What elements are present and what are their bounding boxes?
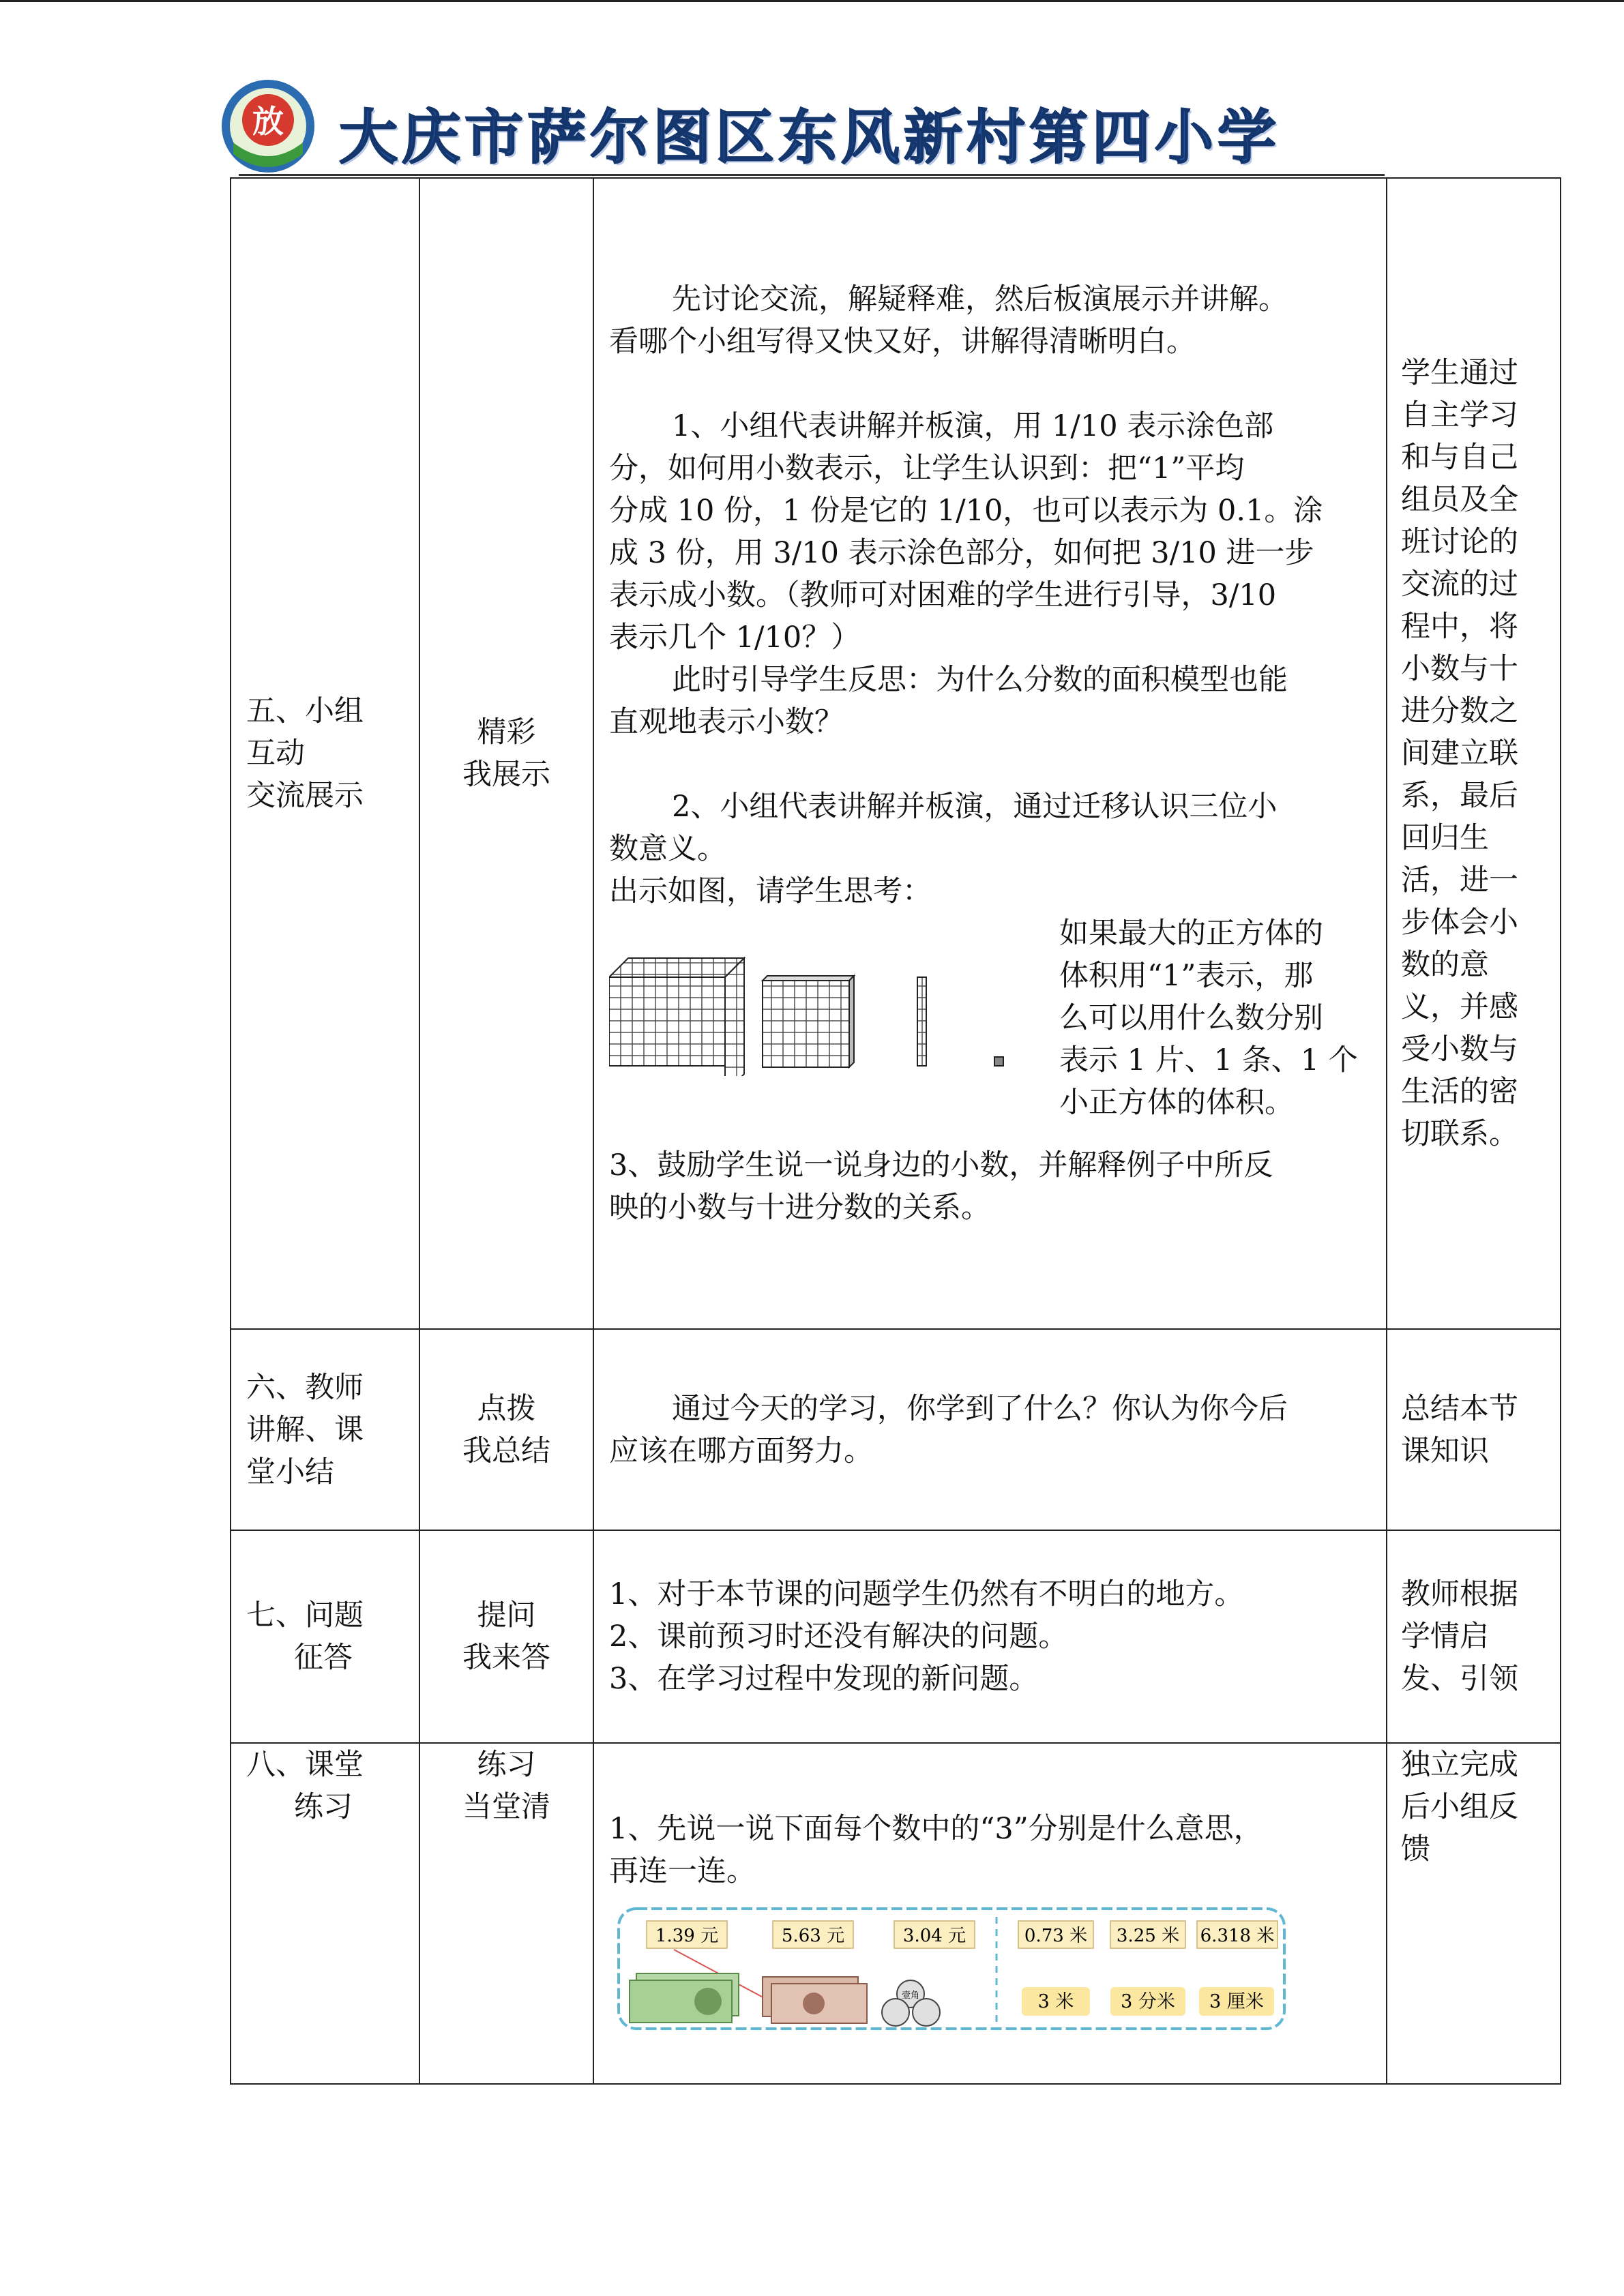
- note-line: 小数与十: [1401, 652, 1518, 686]
- base-ten-blocks-figure: [609, 940, 1046, 1076]
- content-line: 表示 1 片、1 条、1 个: [1059, 1043, 1358, 1077]
- note-line: 和与自己: [1401, 441, 1518, 475]
- note-line: 发、引领: [1401, 1662, 1518, 1696]
- mode-line: 当堂清: [462, 1790, 550, 1824]
- svg-text:1.39 元: 1.39 元: [655, 1925, 719, 1946]
- content-line: 应该在哪方面努力。: [609, 1433, 873, 1468]
- money-measure-figure: [609, 1902, 1295, 2038]
- large-cube-icon: [609, 958, 744, 1076]
- mode-cell: [419, 1530, 593, 1743]
- svg-text:3.25 米: 3.25 米: [1116, 1925, 1180, 1946]
- mode-line: 精彩: [477, 715, 536, 749]
- note-line: 学情启: [1401, 1620, 1489, 1654]
- note-line: 受小数与: [1401, 1032, 1518, 1067]
- note-line: 进分数之: [1401, 694, 1518, 728]
- note-line: 回归生: [1401, 821, 1489, 855]
- stage-line: 互动: [246, 736, 305, 771]
- content-line: 体积用“1”表示，那: [1059, 959, 1314, 993]
- note-line: 自主学习: [1401, 398, 1518, 432]
- note-line: 间建立联: [1401, 736, 1518, 771]
- one-yuan-note-icon: [630, 1973, 739, 2023]
- content-cell: [593, 1530, 1387, 1743]
- stage-line: 六、教师: [246, 1370, 364, 1405]
- mode-line: 我展示: [462, 758, 550, 792]
- content-line: 数意义。: [609, 832, 726, 866]
- content-line: 映的小数与十进分数的关系。: [609, 1191, 990, 1225]
- content-line: 先讨论交流，解疑释难，然后板演展示并讲解。: [672, 282, 1288, 316]
- content-line: 出示如图，请学生思考：: [609, 874, 932, 908]
- stage-line: 堂小结: [246, 1455, 334, 1489]
- amount-tag-1: [647, 1921, 727, 1948]
- note-line: 步体会小: [1401, 906, 1518, 940]
- mode-line: 提问: [477, 1598, 536, 1632]
- note-line: 程中，将: [1401, 610, 1518, 644]
- note-line: 教师根据: [1401, 1577, 1518, 1611]
- table-row: [231, 1743, 1561, 2084]
- stage-line: 讲解、课: [246, 1412, 364, 1447]
- rod-piece-icon: [917, 977, 926, 1066]
- note-cell: [1387, 1743, 1561, 2084]
- content-line: 1、对于本节课的问题学生仍然有不明白的地方。: [609, 1577, 1244, 1611]
- table-row: [231, 1530, 1561, 1743]
- content-line: 3、鼓励学生说一说身边的小数，并解释例子中所反: [609, 1148, 1273, 1182]
- mode-line: 练习: [477, 1748, 536, 1782]
- unit-cube-icon: [994, 1057, 1003, 1066]
- note-line: 总结本节: [1401, 1391, 1518, 1426]
- content-line: 分成 10 份，1 份是它的 1/10，也可以表示为 0.1。涂: [609, 494, 1323, 528]
- note-line: 馈: [1401, 1832, 1430, 1866]
- note-line: 义，并感: [1401, 990, 1518, 1024]
- note-line: 系，最后: [1401, 779, 1518, 813]
- stage-cell: [231, 178, 419, 1329]
- stage-cell: [231, 1530, 419, 1743]
- table-row: [231, 178, 1561, 1329]
- content-line: 成 3 份，用 3/10 表示涂色部分，如何把 3/10 进一步: [609, 536, 1314, 570]
- page-top-border: [0, 0, 1624, 2]
- amount-tag-3: [894, 1921, 975, 1948]
- stage-line: 八、课堂: [246, 1748, 364, 1782]
- content-line: 此时引导学生反思：为什么分数的面积模型也能: [672, 663, 1288, 697]
- content-line: 看哪个小组写得又快又好，讲解得清晰明白。: [609, 325, 1196, 359]
- content-line: 么可以用什么数分别: [1059, 1001, 1323, 1035]
- mode-line: 点拨: [477, 1391, 536, 1426]
- svg-text:3 米: 3 米: [1037, 1991, 1074, 2012]
- stage-line: 五、小组: [246, 694, 364, 728]
- content-line: 再连一连。: [609, 1853, 756, 1888]
- unit-tag-1: [1022, 1987, 1090, 2016]
- unit-tag-2: [1110, 1987, 1185, 2016]
- svg-text:3.04 元: 3.04 元: [902, 1925, 966, 1946]
- stage-cell: [231, 1743, 419, 2084]
- table-row: [231, 1329, 1561, 1530]
- lesson-plan-table: [230, 177, 1561, 2085]
- stage-line: 征答: [294, 1641, 353, 1675]
- content-line: 1、小组代表讲解并板演，用 1/10 表示涂色部: [672, 409, 1274, 443]
- length-tag-2: [1110, 1921, 1185, 1948]
- mode-cell: [419, 1743, 593, 2084]
- note-line: 组员及全: [1401, 483, 1518, 517]
- svg-text:3 分米: 3 分米: [1121, 1991, 1175, 2012]
- stage-line: 交流展示: [246, 779, 364, 813]
- stage-line: 练习: [294, 1790, 353, 1824]
- note-cell: [1387, 178, 1561, 1329]
- svg-text:放: 放: [252, 103, 284, 140]
- content-line: 分，如何用小数表示，让学生认识到：把“1”平均: [609, 451, 1245, 486]
- note-line: 数的意: [1401, 948, 1489, 982]
- note-line: 活，进一: [1401, 863, 1518, 897]
- note-cell: [1387, 1329, 1561, 1530]
- content-cell: [593, 178, 1387, 1329]
- svg-text:0.73 米: 0.73 米: [1024, 1925, 1088, 1946]
- cube-question: [1059, 912, 1380, 1124]
- content-cell: [593, 1743, 1387, 2084]
- mode-line: 我来答: [462, 1641, 550, 1675]
- svg-text:5.63 元: 5.63 元: [781, 1925, 845, 1946]
- page-header: [220, 75, 1393, 177]
- note-line: 独立完成: [1401, 1748, 1518, 1782]
- note-line: 交流的过: [1401, 567, 1518, 601]
- content-cell: [593, 1329, 1387, 1530]
- content-line: 2、课前预习时还没有解决的问题。: [609, 1620, 1068, 1654]
- unit-tag-3: [1199, 1987, 1274, 2016]
- content-line: 通过今天的学习，你学到了什么？你认为你今后: [672, 1391, 1288, 1426]
- content-line: 表示几个 1/10？）: [609, 621, 861, 655]
- content-line: 小正方体的体积。: [1059, 1086, 1294, 1120]
- content-line: 3、在学习过程中发现的新问题。: [609, 1662, 1039, 1696]
- school-logo-icon: [220, 78, 316, 175]
- length-tag-1: [1018, 1921, 1093, 1948]
- stage-cell: [231, 1329, 419, 1530]
- note-line: 后小组反: [1401, 1790, 1518, 1824]
- mode-cell: [419, 1329, 593, 1530]
- content-line: 1、先说一说下面每个数中的“3”分别是什么意思，: [609, 1811, 1263, 1846]
- note-line: 班讨论的: [1401, 525, 1518, 559]
- svg-text:3 厘米: 3 厘米: [1209, 1991, 1264, 2012]
- note-cell: [1387, 1530, 1561, 1743]
- content-line: 如果最大的正方体的: [1059, 916, 1323, 951]
- content-line: 表示成小数。（教师可对困难的学生进行引导，3/10: [609, 578, 1277, 612]
- content-line: 2、小组代表讲解并板演，通过迁移认识三位小: [672, 790, 1278, 824]
- mode-line: 我总结: [462, 1433, 550, 1468]
- header-rule: [239, 174, 1385, 176]
- cube-figure-block: [609, 912, 1372, 1144]
- note-line: 课知识: [1401, 1433, 1489, 1468]
- svg-text:6.318 米: 6.318 米: [1200, 1925, 1275, 1946]
- flat-piece-icon: [763, 976, 854, 1067]
- school-name: 大庆市萨尔图区东风新村第四小学: [339, 104, 1280, 172]
- content-line: 直观地表示小数？: [609, 705, 844, 739]
- length-tag-3: [1197, 1921, 1278, 1948]
- note-line: 切联系。: [1401, 1117, 1518, 1151]
- five-jiao-notes-icon: [763, 1977, 867, 2023]
- svg-text:壹角: 壹角: [901, 1990, 920, 2001]
- amount-tag-2: [773, 1921, 853, 1948]
- note-line: 生活的密: [1401, 1075, 1518, 1109]
- mode-cell: [419, 178, 593, 1329]
- stage-line: 七、问题: [246, 1598, 364, 1632]
- note-line: 学生通过: [1401, 356, 1518, 390]
